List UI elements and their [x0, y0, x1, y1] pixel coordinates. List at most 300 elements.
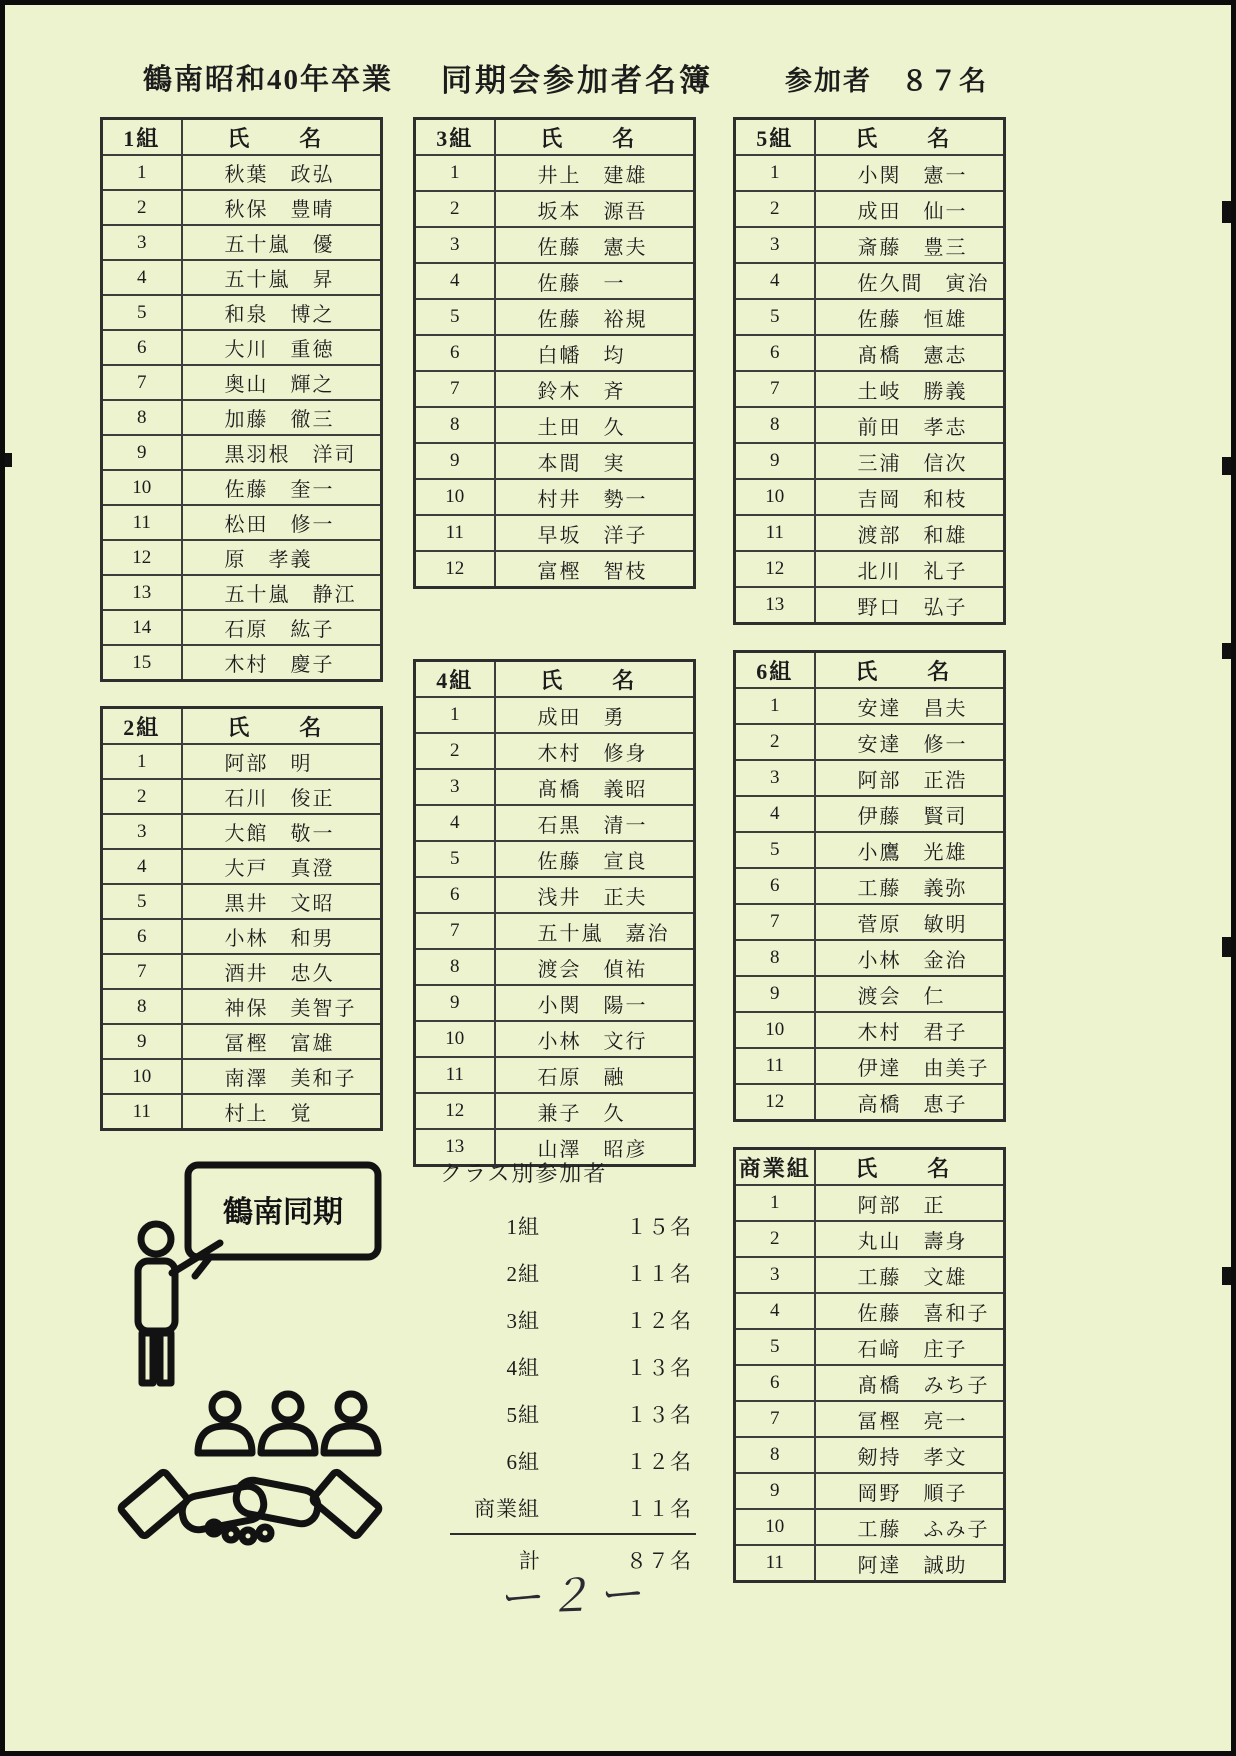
table-row	[102, 814, 382, 849]
table-row	[102, 884, 382, 919]
member-name: 白幡 均	[495, 335, 695, 371]
member-name: 丸山 壽身	[815, 1221, 1005, 1257]
member-number: 11	[415, 1057, 495, 1093]
summary-row-count: １３名	[626, 1402, 692, 1427]
member-number: 9	[102, 435, 182, 470]
member-number: 3	[415, 227, 495, 263]
table-row	[735, 1401, 1005, 1437]
member-name: 村井 勢一	[495, 479, 695, 515]
member-name: 小鷹 光雄	[815, 832, 1005, 868]
name-column-header: 氏 名	[495, 119, 695, 156]
member-name: 和泉 博之	[182, 295, 382, 330]
member-name: 大戸 真澄	[182, 849, 382, 884]
table-header-row	[735, 1149, 1005, 1186]
scan-artifact	[5, 453, 12, 467]
member-name: 佐藤 奎一	[182, 470, 382, 505]
table-row	[415, 733, 695, 769]
member-name: 剱持 孝文	[815, 1437, 1005, 1473]
table-row	[102, 919, 382, 954]
name-column-header: 氏 名	[182, 119, 382, 156]
member-name: 工藤 義弥	[815, 868, 1005, 904]
group-label: 2組	[102, 708, 182, 745]
member-number: 14	[102, 610, 182, 645]
name-column-header: 氏 名	[495, 661, 695, 698]
table-row	[415, 697, 695, 733]
summary-row	[438, 1437, 696, 1484]
member-name: 佐藤 一	[495, 263, 695, 299]
summary-total-label: 計	[519, 1549, 540, 1573]
table-row	[102, 575, 382, 610]
group-label: 1組	[102, 119, 182, 156]
member-name: 木村 慶子	[182, 645, 382, 681]
member-name: 前田 孝志	[815, 407, 1005, 443]
table-row	[735, 407, 1005, 443]
table-row	[415, 551, 695, 588]
table-row	[415, 407, 695, 443]
member-number: 13	[102, 575, 182, 610]
member-number: 1	[735, 688, 815, 724]
member-name: 小関 憲一	[815, 155, 1005, 191]
table-row	[415, 479, 695, 515]
member-name: 井上 建雄	[495, 155, 695, 191]
page-number: ー２ー	[496, 1569, 648, 1624]
table-row	[735, 1545, 1005, 1582]
member-name: 五十嵐 嘉治	[495, 913, 695, 949]
member-name: 髙橋 みち子	[815, 1365, 1005, 1401]
logo-graphic	[110, 1155, 390, 1555]
summary-row-count: １５名	[626, 1214, 692, 1239]
member-number: 10	[415, 479, 495, 515]
table-row	[415, 1021, 695, 1057]
member-number: 4	[415, 263, 495, 299]
summary-row	[438, 1296, 696, 1343]
member-name: 松田 修一	[182, 505, 382, 540]
member-number: 5	[415, 841, 495, 877]
member-name: 佐藤 恒雄	[815, 299, 1005, 335]
table-header-row	[735, 119, 1005, 156]
member-name: 北川 礼子	[815, 551, 1005, 587]
table-row	[735, 976, 1005, 1012]
member-name: 伊達 由美子	[815, 1048, 1005, 1084]
table-row	[735, 1473, 1005, 1509]
member-number: 7	[415, 371, 495, 407]
member-number: 10	[102, 1059, 182, 1094]
member-number: 3	[735, 227, 815, 263]
table-row	[415, 191, 695, 227]
member-number: 2	[415, 733, 495, 769]
member-name: 富樫 智枝	[495, 551, 695, 588]
member-name: 奥山 輝之	[182, 365, 382, 400]
member-number: 8	[415, 949, 495, 985]
table-row	[735, 868, 1005, 904]
table-row	[735, 1293, 1005, 1329]
table-row	[415, 841, 695, 877]
table-row	[735, 940, 1005, 976]
member-name: 酒井 忠久	[182, 954, 382, 989]
member-number: 9	[102, 1024, 182, 1059]
member-number: 1	[735, 155, 815, 191]
handshake-icon	[120, 1471, 381, 1542]
member-name: 神保 美智子	[182, 989, 382, 1024]
member-name: 黒羽根 洋司	[182, 435, 382, 470]
table-row	[102, 744, 382, 779]
table-row	[415, 227, 695, 263]
member-name: 五十嵐 昇	[182, 260, 382, 295]
group-label: 5組	[735, 119, 815, 156]
member-name: 成田 仙一	[815, 191, 1005, 227]
table-row	[102, 849, 382, 884]
table-row	[102, 1059, 382, 1094]
member-number: 7	[102, 365, 182, 400]
member-number: 1	[415, 155, 495, 191]
summary-row-count: １１名	[626, 1261, 692, 1286]
member-number: 4	[735, 1293, 815, 1329]
table-row	[415, 299, 695, 335]
member-number: 10	[415, 1021, 495, 1057]
summary-row-label: 5組	[506, 1402, 540, 1427]
member-number: 6	[415, 335, 495, 371]
member-number: 6	[735, 868, 815, 904]
member-number: 2	[102, 779, 182, 814]
member-number: 9	[735, 443, 815, 479]
member-name: 佐藤 宣良	[495, 841, 695, 877]
member-number: 3	[102, 814, 182, 849]
member-number: 11	[415, 515, 495, 551]
table-row	[735, 1084, 1005, 1121]
reunion-logo	[110, 1155, 390, 1555]
name-column-header: 氏 名	[815, 1149, 1005, 1186]
member-name: 小林 文行	[495, 1021, 695, 1057]
member-name: 工藤 ふみ子	[815, 1509, 1005, 1545]
table-row	[415, 443, 695, 479]
summary-row-label: 1組	[506, 1214, 540, 1239]
table-row	[735, 191, 1005, 227]
table-header-row	[102, 119, 382, 156]
class-table-1	[100, 117, 383, 682]
table-row	[102, 190, 382, 225]
page-title: 同期会参加者名簿	[441, 63, 713, 98]
table-row	[415, 371, 695, 407]
table-row	[735, 1509, 1005, 1545]
class-table-5	[733, 117, 1006, 625]
member-name: 原 孝義	[182, 540, 382, 575]
member-name: 阿部 正	[815, 1185, 1005, 1221]
table-row	[102, 1094, 382, 1130]
table-row	[102, 260, 382, 295]
member-name: 石原 紘子	[182, 610, 382, 645]
summary-row-count: １３名	[626, 1355, 692, 1380]
summary-row-label: 3組	[506, 1308, 540, 1333]
table-row	[415, 155, 695, 191]
member-name: 土田 久	[495, 407, 695, 443]
member-number: 8	[415, 407, 495, 443]
member-name: 石川 俊正	[182, 779, 382, 814]
table-gap	[733, 1122, 1006, 1147]
member-name: 小林 金治	[815, 940, 1005, 976]
table-header-row	[735, 652, 1005, 689]
table-row	[735, 760, 1005, 796]
table-row	[415, 335, 695, 371]
summary-rows	[438, 1202, 696, 1531]
table-row	[415, 1093, 695, 1129]
table-row	[735, 227, 1005, 263]
member-number: 2	[102, 190, 182, 225]
table-row	[415, 769, 695, 805]
member-name: 伊藤 賢司	[815, 796, 1005, 832]
table-row	[415, 985, 695, 1021]
member-number: 11	[735, 1048, 815, 1084]
member-name: 石黒 清一	[495, 805, 695, 841]
member-number: 12	[415, 551, 495, 588]
member-number: 11	[735, 1545, 815, 1582]
member-number: 13	[415, 1129, 495, 1166]
member-number: 3	[735, 760, 815, 796]
table-row	[102, 954, 382, 989]
member-name: 木村 君子	[815, 1012, 1005, 1048]
member-name: 阿達 誠助	[815, 1545, 1005, 1582]
page-header	[5, 53, 1231, 103]
table-row	[735, 1257, 1005, 1293]
member-name: 冨樫 富雄	[182, 1024, 382, 1059]
class-summary	[438, 1157, 696, 1585]
member-name: 大館 敬一	[182, 814, 382, 849]
member-name: 渡会 仁	[815, 976, 1005, 1012]
member-name: 南澤 美和子	[182, 1059, 382, 1094]
member-number: 8	[735, 940, 815, 976]
table-row	[102, 610, 382, 645]
member-name: 本間 実	[495, 443, 695, 479]
presentation-board-icon	[188, 1165, 378, 1276]
member-name: 安達 昌夫	[815, 688, 1005, 724]
scan-artifact	[1222, 1267, 1231, 1285]
member-number: 3	[415, 769, 495, 805]
class-table-commerce	[733, 1147, 1006, 1583]
table-row	[735, 1329, 1005, 1365]
member-number: 1	[415, 697, 495, 733]
table-row	[735, 1048, 1005, 1084]
member-number: 4	[415, 805, 495, 841]
member-number: 8	[735, 1437, 815, 1473]
table-row	[735, 1221, 1005, 1257]
table-gap	[733, 625, 1006, 650]
class-table-3	[413, 117, 696, 589]
table-header-row	[415, 119, 695, 156]
member-number: 10	[735, 1509, 815, 1545]
member-number: 8	[102, 400, 182, 435]
table-row	[102, 505, 382, 540]
member-name: 秋葉 政弘	[182, 155, 382, 190]
column-middle	[413, 117, 696, 1167]
summary-title: クラス別参加者	[440, 1161, 608, 1186]
member-number: 10	[735, 1012, 815, 1048]
table-row	[735, 479, 1005, 515]
member-number: 1	[102, 155, 182, 190]
member-number: 11	[102, 505, 182, 540]
member-name: 佐藤 憲夫	[495, 227, 695, 263]
member-number: 5	[102, 295, 182, 330]
member-name: 冨樫 亮一	[815, 1401, 1005, 1437]
table-row	[102, 989, 382, 1024]
summary-total-count: ８７名	[626, 1549, 692, 1573]
column-right	[733, 117, 1006, 1583]
logo-board-text: 鶴南同期	[223, 1196, 343, 1229]
member-name: 土岐 勝義	[815, 371, 1005, 407]
member-number: 10	[735, 479, 815, 515]
member-number: 5	[735, 299, 815, 335]
member-name: 阿部 正浩	[815, 760, 1005, 796]
member-number: 12	[102, 540, 182, 575]
member-name: 三浦 信次	[815, 443, 1005, 479]
scan-artifact	[1222, 643, 1231, 659]
member-number: 13	[735, 587, 815, 624]
member-number: 11	[735, 515, 815, 551]
member-name: 成田 勇	[495, 697, 695, 733]
member-number: 1	[735, 1185, 815, 1221]
table-row	[415, 805, 695, 841]
member-name: 佐藤 喜和子	[815, 1293, 1005, 1329]
table-row	[102, 365, 382, 400]
member-number: 7	[415, 913, 495, 949]
member-name: 浅井 正夫	[495, 877, 695, 913]
member-number: 12	[735, 1084, 815, 1121]
table-row	[735, 1437, 1005, 1473]
member-name: 野口 弘子	[815, 587, 1005, 624]
member-name: 山澤 昭彦	[495, 1129, 695, 1166]
table-row	[735, 551, 1005, 587]
member-name: 渡部 和雄	[815, 515, 1005, 551]
member-name: 秋保 豊晴	[182, 190, 382, 225]
table-row	[415, 515, 695, 551]
table-row	[735, 1185, 1005, 1221]
table-row	[102, 225, 382, 260]
member-number: 10	[102, 470, 182, 505]
member-name: 工藤 文雄	[815, 1257, 1005, 1293]
member-name: 早坂 洋子	[495, 515, 695, 551]
member-name: 斎藤 豊三	[815, 227, 1005, 263]
group-label: 6組	[735, 652, 815, 689]
summary-row	[438, 1249, 696, 1296]
graduation-title: 鶴南昭和40年卒業	[143, 64, 394, 96]
table-gap	[100, 682, 383, 706]
summary-row	[438, 1202, 696, 1249]
member-number: 15	[102, 645, 182, 681]
member-name: 村上 覚	[182, 1094, 382, 1130]
member-number: 6	[102, 330, 182, 365]
summary-row-count: １１名	[626, 1496, 692, 1521]
table-row	[415, 263, 695, 299]
summary-row-count: １２名	[626, 1308, 692, 1333]
table-gap	[413, 589, 696, 659]
member-number: 12	[735, 551, 815, 587]
member-name: 岡野 順子	[815, 1473, 1005, 1509]
member-number: 7	[102, 954, 182, 989]
member-name: 木村 修身	[495, 733, 695, 769]
member-number: 2	[415, 191, 495, 227]
name-column-header: 氏 名	[815, 119, 1005, 156]
table-row	[102, 779, 382, 814]
member-number: 7	[735, 1401, 815, 1437]
member-number: 6	[735, 335, 815, 371]
scan-artifact	[1222, 201, 1231, 223]
member-name: 大川 重徳	[182, 330, 382, 365]
member-number: 5	[415, 299, 495, 335]
table-row	[102, 295, 382, 330]
member-name: 五十嵐 静江	[182, 575, 382, 610]
audience-icon	[198, 1394, 378, 1453]
member-number: 7	[735, 904, 815, 940]
table-row	[735, 371, 1005, 407]
table-row	[415, 913, 695, 949]
member-number: 6	[102, 919, 182, 954]
member-number: 2	[735, 1221, 815, 1257]
member-name: 兼子 久	[495, 1093, 695, 1129]
summary-row	[438, 1390, 696, 1437]
member-name: 黒井 文昭	[182, 884, 382, 919]
scan-artifact	[1222, 457, 1231, 475]
member-name: 小関 陽一	[495, 985, 695, 1021]
table-row	[415, 877, 695, 913]
group-label: 4組	[415, 661, 495, 698]
member-number: 7	[735, 371, 815, 407]
member-name: 小林 和男	[182, 919, 382, 954]
table-row	[102, 400, 382, 435]
table-row	[735, 515, 1005, 551]
class-table-4	[413, 659, 696, 1167]
member-name: 佐久間 寅治	[815, 263, 1005, 299]
member-number: 2	[735, 191, 815, 227]
member-number: 9	[735, 1473, 815, 1509]
table-header-row	[102, 708, 382, 745]
summary-row	[438, 1343, 696, 1390]
class-table-2	[100, 706, 383, 1131]
table-row	[735, 587, 1005, 624]
presenter-icon	[138, 1224, 220, 1383]
table-row	[102, 330, 382, 365]
table-row	[102, 1024, 382, 1059]
participants-count: 参加者 ８７名	[785, 66, 988, 96]
table-row	[735, 155, 1005, 191]
member-name: 石﨑 庄子	[815, 1329, 1005, 1365]
table-row	[102, 155, 382, 190]
table-row	[735, 796, 1005, 832]
table-row	[735, 1365, 1005, 1401]
name-column-header: 氏 名	[182, 708, 382, 745]
summary-row-count: １２名	[626, 1449, 692, 1474]
member-number: 3	[735, 1257, 815, 1293]
table-row	[415, 949, 695, 985]
member-number: 5	[735, 832, 815, 868]
member-name: 渡会 偵祐	[495, 949, 695, 985]
member-name: 髙橋 憲志	[815, 335, 1005, 371]
table-row	[735, 904, 1005, 940]
table-row	[735, 443, 1005, 479]
name-column-header: 氏 名	[815, 652, 1005, 689]
member-name: 阿部 明	[182, 744, 382, 779]
table-row	[102, 540, 382, 575]
member-number: 4	[735, 796, 815, 832]
member-number: 9	[735, 976, 815, 1012]
summary-row	[438, 1484, 696, 1531]
member-number: 6	[415, 877, 495, 913]
member-name: 加藤 徹三	[182, 400, 382, 435]
member-number: 11	[102, 1094, 182, 1130]
member-name: 佐藤 裕規	[495, 299, 695, 335]
member-name: 髙橋 義昭	[495, 769, 695, 805]
member-name: 吉岡 和枝	[815, 479, 1005, 515]
member-name: 石原 融	[495, 1057, 695, 1093]
table-row	[735, 832, 1005, 868]
class-table-6	[733, 650, 1006, 1122]
